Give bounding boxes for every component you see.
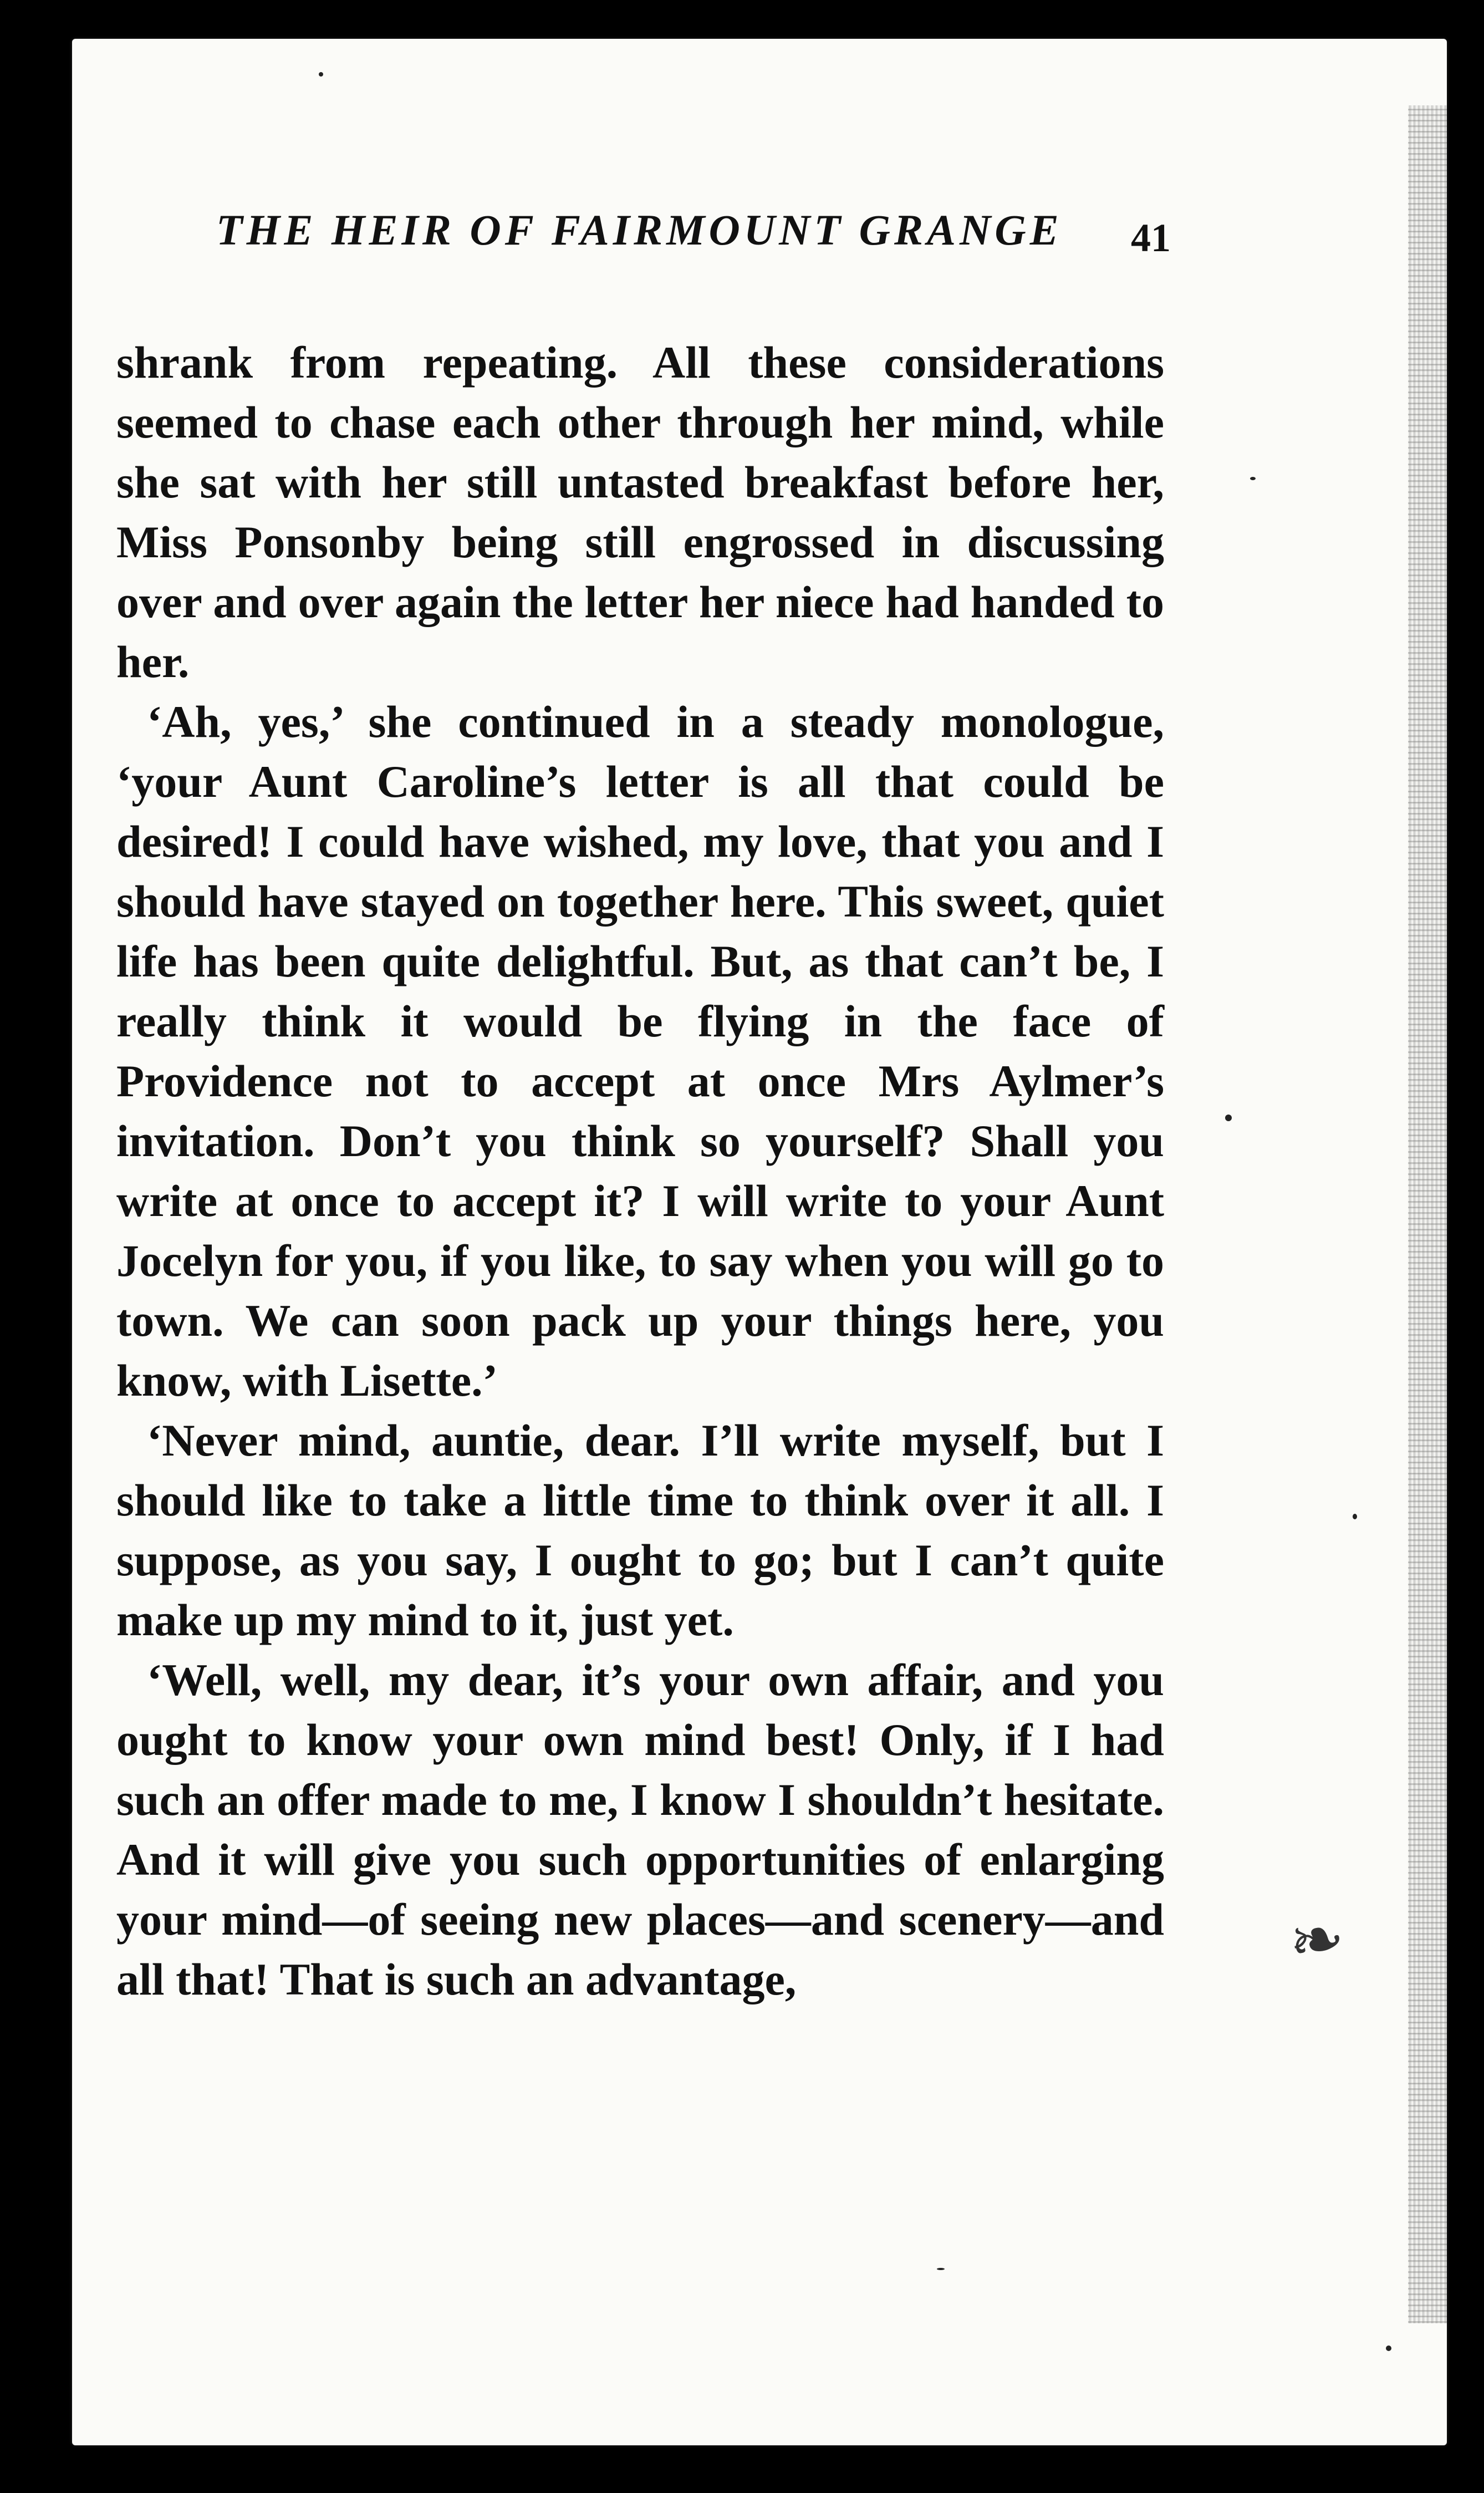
page-edge-shadow: [1408, 105, 1447, 2323]
scan-speck: [1225, 1115, 1232, 1121]
scan-speck: [1250, 477, 1256, 480]
scan-speck: [319, 72, 323, 77]
page-header: [111, 194, 1220, 261]
page-number: 41: [1131, 216, 1171, 260]
scan-speck: [937, 2268, 945, 2270]
paragraph-3: ‘Never mind, auntie, dear. I’ll write myself, but I should like to take a little time to think over it all. I suppose, as you say, I ought to go; but I can’t quite make up my mind to it, just yet.: [116, 1415, 1164, 1645]
running-title: THE HEIR OF FAIRMOUNT GRANGE: [216, 206, 1063, 254]
paragraph-4: ‘Well, well, my dear, it’s your own affair, and you ought to know your own mind best! Only, if I had such an offer made to me, I know I shouldn’t hesitate. And it will give you such opportunities of enlarging your mind—of seeing new places—and scenery—and all that! That is such an advantage,: [116, 1655, 1164, 2004]
margin-pencil-mark: ❧: [1284, 1900, 1350, 1981]
body-text: [116, 333, 1164, 2009]
paragraph-1: shrank from repeating. All these considerations seemed to chase each other through her mind, while she sat with her still untasted breakfast before her, Miss Ponsonby being still engrossed in discussing over and over again the letter her niece had handed to her.: [116, 337, 1164, 687]
scan-speck: [1353, 1514, 1357, 1519]
scan-speck: [1386, 2346, 1391, 2351]
paragraph-2: ‘Ah, yes,’ she continued in a steady monologue, ‘your Aunt Caroline’s letter is all that could be desired! I could have wished, my love, that you and I should have stayed on together here. This sweet, quiet life has been quite delightful. But, as that can’t be, I really think it would be flying in the face of Providence not to accept at once Mrs Aylmer’s invitation. Don’t you think so yourself? Shall you write at once to accept it? I will write to your Aunt Jocelyn for you, if you like, to say when you will go to town. We can soon pack up your things here, you know, with Lisette.’: [116, 696, 1164, 1406]
